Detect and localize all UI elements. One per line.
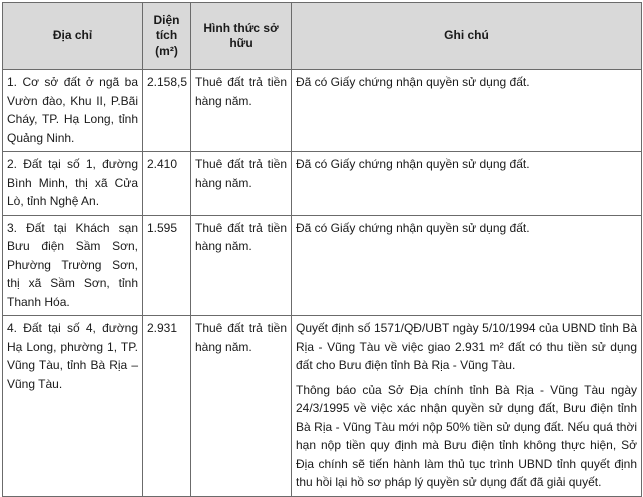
note-paragraph: Quyết định số 1571/QĐ/UBT ngày 5/10/1994 của UBND tỉnh Bà Rịa - Vũng Tàu về việc giao 2.931 m² đất có thu tiền sử dụng đất cho Bưu điện tỉnh Bà Rịa - Vũng Tàu. <box>296 321 637 372</box>
table-row <box>3 152 642 216</box>
note-paragraph: Đã có Giấy chứng nhận quyền sử dụng đất. <box>296 157 530 171</box>
header-notes: Ghi chú <box>292 3 642 70</box>
land-table <box>2 2 642 497</box>
header-area-line2: tích <box>155 28 178 43</box>
header-area-unit: (m²) <box>155 43 178 58</box>
header-area <box>143 3 191 70</box>
row-area: 2.931 <box>143 316 191 497</box>
header-address: Địa chỉ <box>3 3 143 70</box>
note-paragraph: Thông báo của Sở Địa chính tỉnh Bà Rịa - Vũng Tàu ngày 24/3/1995 về việc xác nhận quyền sử dụng đất, Bưu điện tỉnh Bà Rịa - Vũng Tàu mới nộp 50% tiền sử dụng đất. Nếu quá thời hạn nộp tiền quy định mà Bưu điện tỉnh không thực hiện, Sở Địa chính sẽ tiến hành làm thủ tục trình UBND tỉnh quyết định thu hồi lại hồ sơ pháp lý quyền sử dụng đất đã giải quyết. <box>296 382 637 489</box>
table-row <box>3 70 642 152</box>
table-row <box>3 215 642 316</box>
row-address: 1. Cơ sở đất ở ngã ba Vườn đào, Khu II, P.Bãi Cháy, TP. Hạ Long, tỉnh Quảng Ninh. <box>3 70 143 152</box>
row-address: 2. Đất tại số 1, đường Bình Minh, thị xã Cửa Lò, tỉnh Nghệ An. <box>3 152 143 216</box>
note-paragraph: Đã có Giấy chứng nhận quyền sử dụng đất. <box>296 220 530 235</box>
row-notes <box>292 70 642 152</box>
table-row <box>3 316 642 497</box>
row-area: 2.158,5 <box>143 70 191 152</box>
row-address: 4. Đất tại số 4, đường Hạ Long, phường 1, TP. Vũng Tàu, tỉnh Bà Rịa – Vũng Tàu. <box>3 316 143 497</box>
table-header-row <box>3 3 642 70</box>
row-ownership: Thuê đất trả tiền hàng năm. <box>191 152 292 216</box>
row-address: 3. Đất tại Khách sạn Bưu điện Sầm Sơn, Phường Trường Sơn, thị xã Sầm Sơn, tỉnh Thanh Hóa. <box>3 215 143 316</box>
row-area: 2.410 <box>143 152 191 216</box>
row-notes <box>292 152 642 216</box>
row-ownership: Thuê đất trả tiền hàng năm. <box>191 70 292 152</box>
row-ownership: Thuê đất trả tiền hàng năm. <box>191 215 292 316</box>
row-area: 1.595 <box>143 215 191 316</box>
note-paragraph: Đã có Giấy chứng nhận quyền sử dụng đất. <box>296 75 530 89</box>
header-ownership: Hình thức sở hữu <box>191 3 292 70</box>
header-area-line1: Diện <box>153 12 180 27</box>
row-notes <box>292 316 642 497</box>
row-ownership: Thuê đất trả tiền hàng năm. <box>191 316 292 497</box>
row-notes <box>292 215 642 316</box>
